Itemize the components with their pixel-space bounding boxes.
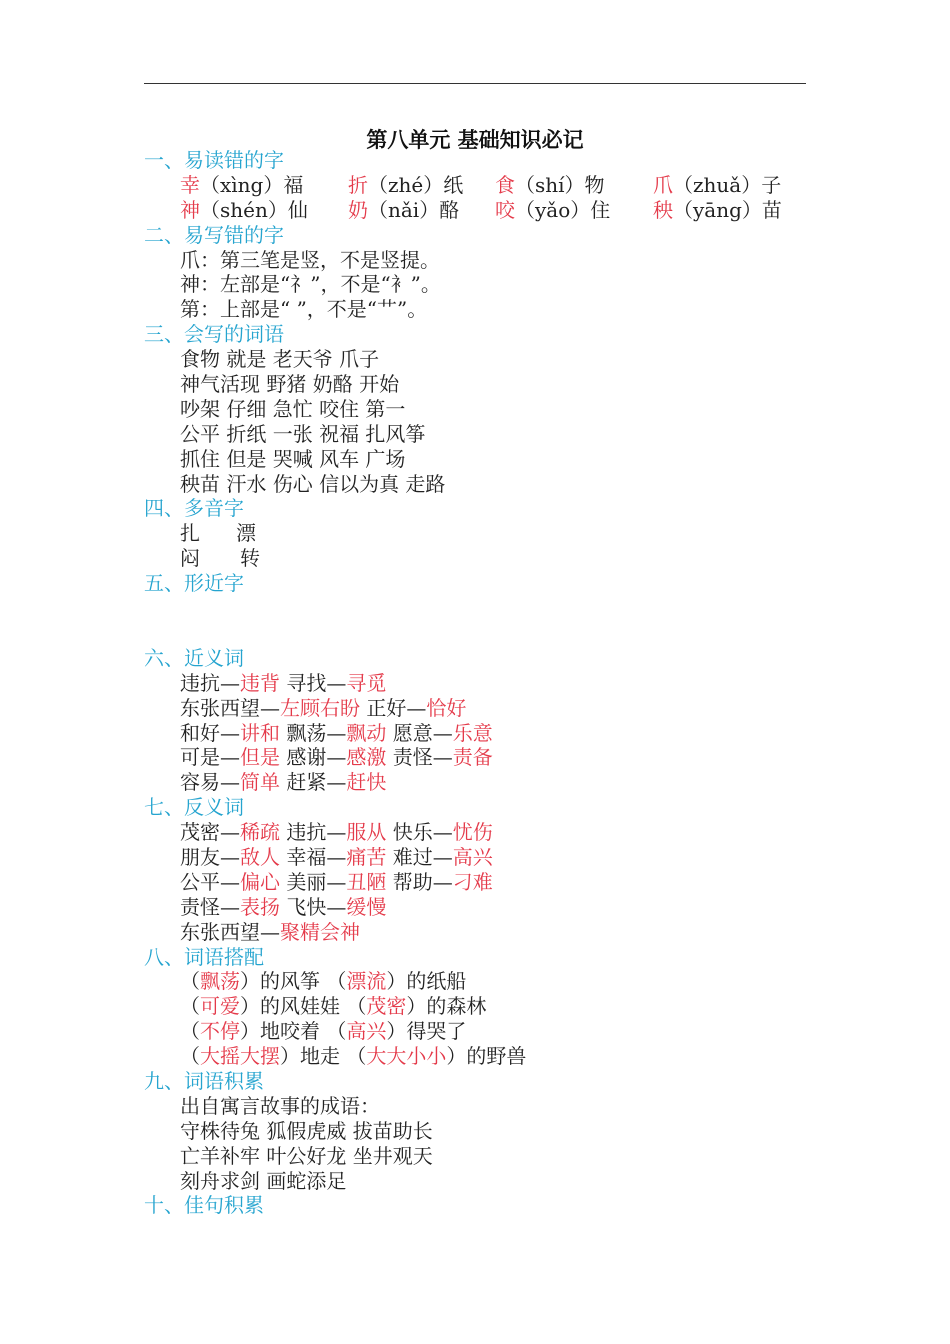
section-heading-1: 一、易读错的字 [144,148,284,172]
polyphone-char: 扎 [180,521,200,546]
text-line: 神气活现 野猪 奶酪 开始 [180,372,400,397]
section-heading-6: 六、近义词 [144,645,244,670]
polyphone-char: 转 [240,546,260,571]
word-pair-row: 朋友—敌人 幸福—痛苦 难过—高兴 [180,844,493,869]
text-line: 出自寓言故事的成语： [180,1093,380,1118]
word-pair-row: 茂密—稀疏 违抗—服从 快乐—忧伤 [180,820,493,845]
pinyin-item: 秧（yāng）苗 [653,197,782,222]
text-line: 秧苗 汗水 伤心 信以为真 走路 [180,471,446,496]
section-heading-3: 三、会写的词语 [144,322,284,347]
pinyin-row-2 [144,198,844,223]
polyphone-row [144,546,844,571]
polyphone-row [144,521,844,546]
section-heading-10: 十、佳句积累 [144,1193,264,1218]
pinyin-item: 爪（zhuǎ）子 [653,172,782,197]
word-pair-row: 容易—简单 赶紧—赶快 [180,770,387,795]
word-pair-row: 违抗—违背 寻找—寻觅 [180,670,387,695]
word-pair-row: 可是—但是 感谢—感激 责怪—责备 [180,745,493,770]
section-heading-5: 五、形近字 [144,571,244,596]
pinyin-item: 咬（yǎo）住 [495,197,611,222]
header-rule [144,83,806,84]
word-pair-row: 东张西望—左顾右盼 正好—恰好 [180,695,467,720]
pinyin-item: 食（shí）物 [495,172,605,197]
text-line: 吵架 仔细 急忙 咬住 第一 [180,396,406,421]
text-line: 第：上部是“ ”，不是“艹”。 [180,297,428,322]
text-line: 亡羊补牢 叶公好龙 坐井观天 [180,1143,433,1168]
section-heading-2: 二、易写错的字 [144,222,284,247]
section-heading-7: 七、反义词 [144,795,244,820]
section-heading-9: 九、词语积累 [144,1068,264,1093]
word-pair-row: 责怪—表扬 飞快—缓慢 [180,894,387,919]
text-line: 爪：第三笔是竖，不是竖提。 [180,247,440,272]
pinyin-item: 幸（xìng）福 [180,172,304,197]
page-title: 第八单元 基础知识必记 [366,127,584,152]
collocation-row: （不停）地咬着 （高兴）得哭了 [180,1019,467,1044]
polyphone-char: 闷 [180,546,200,571]
pinyin-item: 折（zhé）纸 [348,172,464,197]
section-heading-4: 四、多音字 [144,496,244,521]
collocation-row: （大摇大摆）地走 （大大小小）的野兽 [180,1044,527,1069]
pinyin-row-1 [144,173,844,198]
text-line: 神：左部是“礻”，不是“衤”。 [180,272,441,297]
document-body [144,148,844,1218]
pinyin-item: 神（shén）仙 [180,197,308,222]
text-line: 抓住 但是 哭喊 风车 广场 [180,446,406,471]
text-line: 食物 就是 老天爷 爪子 [180,347,380,372]
collocation-row: （飘荡）的风筝 （漂流）的纸船 [180,969,467,994]
blank-space [144,596,844,646]
word-pair-row: 东张西望—聚精会神 [180,919,360,944]
text-line: 守株待兔 狐假虎威 拔苗助长 [180,1118,433,1143]
text-line: 公平 折纸 一张 祝福 扎风筝 [180,421,426,446]
text-line: 刻舟求剑 画蛇添足 [180,1168,347,1193]
section-heading-8: 八、词语搭配 [144,944,264,969]
collocation-row: （可爱）的风娃娃 （茂密）的森林 [180,994,487,1019]
pinyin-item: 奶（nǎi）酪 [348,197,460,222]
polyphone-char: 漂 [236,521,256,546]
word-pair-row: 公平—偏心 美丽—丑陋 帮助—刁难 [180,869,493,894]
word-pair-row: 和好—讲和 飘荡—飘动 愿意—乐意 [180,720,493,745]
